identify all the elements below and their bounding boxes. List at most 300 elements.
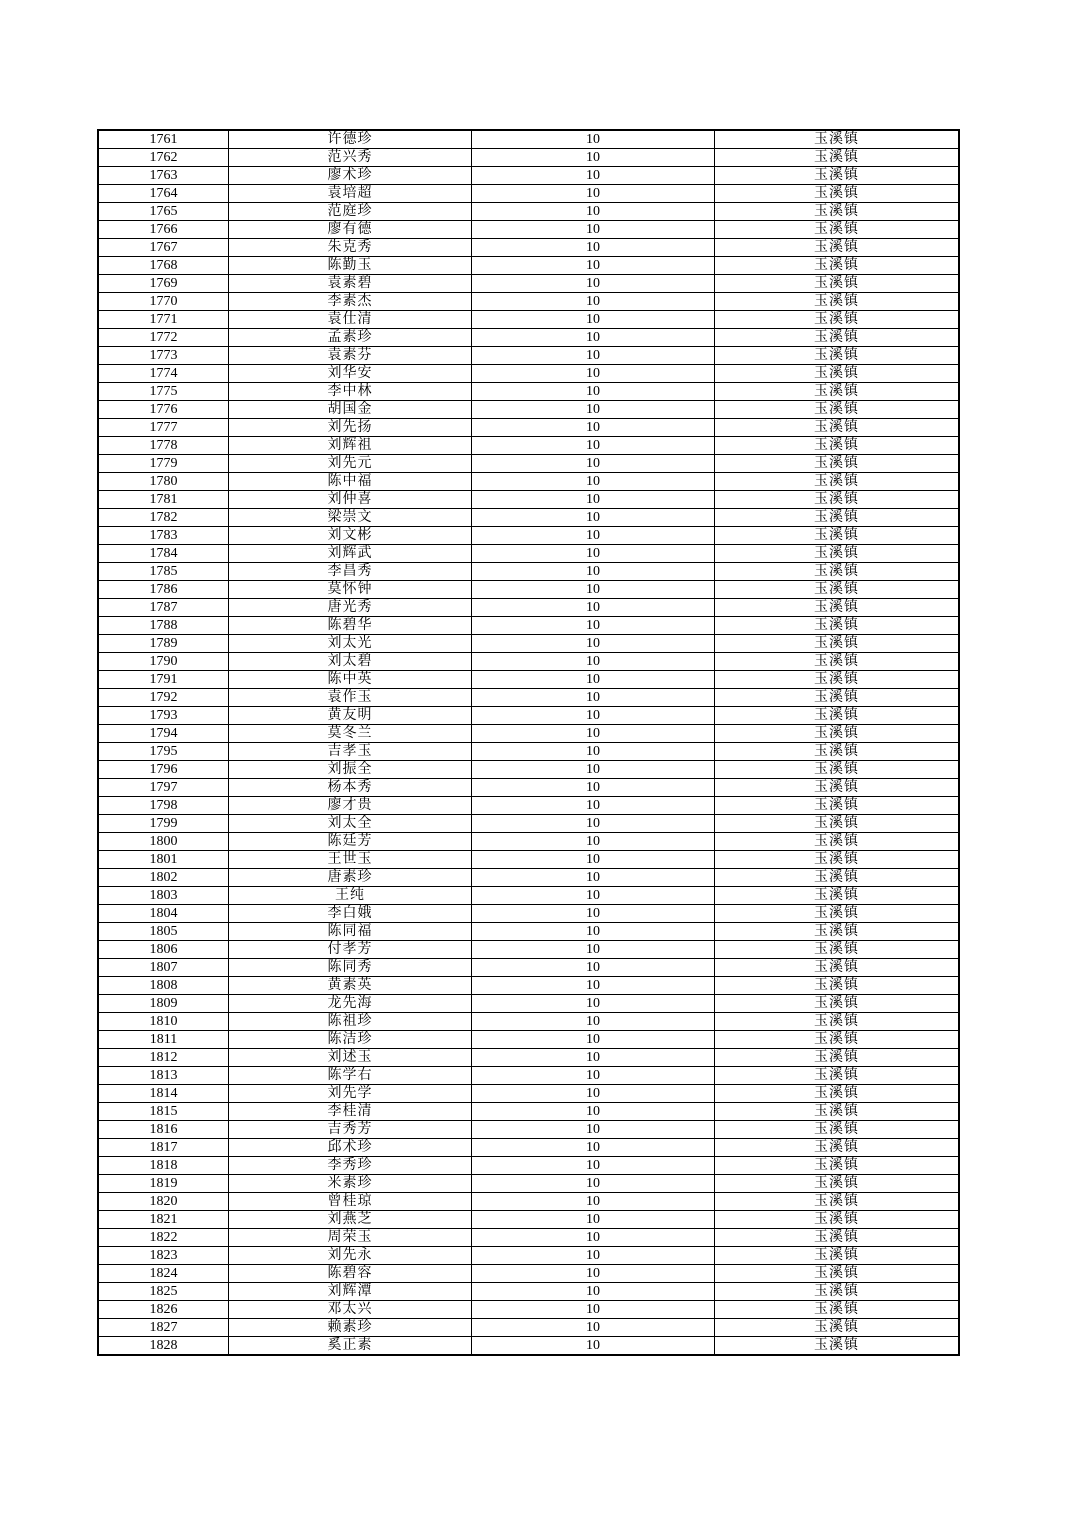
row-number-cell: 1799: [98, 815, 229, 833]
table-row: [98, 923, 959, 941]
amount-cell: 10: [472, 797, 715, 815]
row-number-cell: 1817: [98, 1139, 229, 1157]
town-cell: 玉溪镇: [715, 275, 960, 293]
amount-cell: 10: [472, 905, 715, 923]
row-number-cell: 1826: [98, 1301, 229, 1319]
town-cell: 玉溪镇: [715, 977, 960, 995]
row-number-cell: 1790: [98, 653, 229, 671]
amount-cell: 10: [472, 653, 715, 671]
table-row: [98, 347, 959, 365]
town-cell: 玉溪镇: [715, 1121, 960, 1139]
name-cell: 李中林: [229, 383, 472, 401]
row-number-cell: 1822: [98, 1229, 229, 1247]
row-number-cell: 1779: [98, 455, 229, 473]
row-number-cell: 1783: [98, 527, 229, 545]
row-number-cell: 1795: [98, 743, 229, 761]
name-cell: 付孝芳: [229, 941, 472, 959]
amount-cell: 10: [472, 617, 715, 635]
amount-cell: 10: [472, 329, 715, 347]
name-cell: 吉孝玉: [229, 743, 472, 761]
town-cell: 玉溪镇: [715, 815, 960, 833]
row-number-cell: 1813: [98, 1067, 229, 1085]
amount-cell: 10: [472, 347, 715, 365]
town-cell: 玉溪镇: [715, 1175, 960, 1193]
row-number-cell: 1793: [98, 707, 229, 725]
amount-cell: 10: [472, 1229, 715, 1247]
row-number-cell: 1805: [98, 923, 229, 941]
amount-cell: 10: [472, 959, 715, 977]
table-row: [98, 779, 959, 797]
town-cell: 玉溪镇: [715, 779, 960, 797]
town-cell: 玉溪镇: [715, 905, 960, 923]
table-row: [98, 635, 959, 653]
town-cell: 玉溪镇: [715, 203, 960, 221]
row-number-cell: 1803: [98, 887, 229, 905]
table-row: [98, 130, 959, 149]
name-cell: 许德珍: [229, 130, 472, 149]
name-cell: 袁素碧: [229, 275, 472, 293]
amount-cell: 10: [472, 761, 715, 779]
amount-cell: 10: [472, 221, 715, 239]
table-row: [98, 743, 959, 761]
amount-cell: 10: [472, 167, 715, 185]
name-cell: 陈廷芳: [229, 833, 472, 851]
table-row: [98, 545, 959, 563]
table-row: [98, 1319, 959, 1337]
table-row: [98, 1139, 959, 1157]
name-cell: 袁素芬: [229, 347, 472, 365]
name-cell: 李白娥: [229, 905, 472, 923]
row-number-cell: 1766: [98, 221, 229, 239]
town-cell: 玉溪镇: [715, 1265, 960, 1283]
row-number-cell: 1787: [98, 599, 229, 617]
name-cell: 陈学右: [229, 1067, 472, 1085]
name-cell: 王纯: [229, 887, 472, 905]
table-row: [98, 1337, 959, 1356]
row-number-cell: 1811: [98, 1031, 229, 1049]
name-cell: 刘辉祖: [229, 437, 472, 455]
row-number-cell: 1820: [98, 1193, 229, 1211]
amount-cell: 10: [472, 1265, 715, 1283]
amount-cell: 10: [472, 401, 715, 419]
table-row: [98, 869, 959, 887]
name-cell: 邓太兴: [229, 1301, 472, 1319]
row-number-cell: 1815: [98, 1103, 229, 1121]
name-cell: 廖术珍: [229, 167, 472, 185]
table-row: [98, 977, 959, 995]
table-row: [98, 167, 959, 185]
table-row: [98, 473, 959, 491]
table-row: [98, 1031, 959, 1049]
amount-cell: 10: [472, 293, 715, 311]
table-row: [98, 761, 959, 779]
amount-cell: 10: [472, 419, 715, 437]
name-cell: 袁仕清: [229, 311, 472, 329]
amount-cell: 10: [472, 1319, 715, 1337]
name-cell: 唐素珍: [229, 869, 472, 887]
amount-cell: 10: [472, 851, 715, 869]
amount-cell: 10: [472, 923, 715, 941]
town-cell: 玉溪镇: [715, 365, 960, 383]
row-number-cell: 1789: [98, 635, 229, 653]
town-cell: 玉溪镇: [715, 1031, 960, 1049]
name-cell: 朱克秀: [229, 239, 472, 257]
name-cell: 唐光秀: [229, 599, 472, 617]
town-cell: 玉溪镇: [715, 1085, 960, 1103]
row-number-cell: 1809: [98, 995, 229, 1013]
town-cell: 玉溪镇: [715, 941, 960, 959]
town-cell: 玉溪镇: [715, 239, 960, 257]
amount-cell: 10: [472, 1013, 715, 1031]
table-row: [98, 1013, 959, 1031]
name-cell: 梁崇文: [229, 509, 472, 527]
name-cell: 廖才贵: [229, 797, 472, 815]
amount-cell: 10: [472, 1139, 715, 1157]
row-number-cell: 1823: [98, 1247, 229, 1265]
table-row: [98, 581, 959, 599]
town-cell: 玉溪镇: [715, 401, 960, 419]
row-number-cell: 1761: [98, 130, 229, 149]
name-cell: 李素杰: [229, 293, 472, 311]
row-number-cell: 1827: [98, 1319, 229, 1337]
amount-cell: 10: [472, 1337, 715, 1356]
name-cell: 刘先永: [229, 1247, 472, 1265]
town-cell: 玉溪镇: [715, 257, 960, 275]
amount-cell: 10: [472, 599, 715, 617]
town-cell: 玉溪镇: [715, 1283, 960, 1301]
amount-cell: 10: [472, 455, 715, 473]
amount-cell: 10: [472, 581, 715, 599]
table-row: [98, 707, 959, 725]
table-row: [98, 401, 959, 419]
amount-cell: 10: [472, 689, 715, 707]
table-row: [98, 995, 959, 1013]
row-number-cell: 1763: [98, 167, 229, 185]
amount-cell: 10: [472, 887, 715, 905]
table-row: [98, 1103, 959, 1121]
amount-cell: 10: [472, 815, 715, 833]
name-cell: 陈洁珍: [229, 1031, 472, 1049]
town-cell: 玉溪镇: [715, 545, 960, 563]
town-cell: 玉溪镇: [715, 527, 960, 545]
row-number-cell: 1802: [98, 869, 229, 887]
name-cell: 刘华安: [229, 365, 472, 383]
amount-cell: 10: [472, 149, 715, 167]
row-number-cell: 1808: [98, 977, 229, 995]
town-cell: 玉溪镇: [715, 491, 960, 509]
town-cell: 玉溪镇: [715, 995, 960, 1013]
amount-cell: 10: [472, 311, 715, 329]
town-cell: 玉溪镇: [715, 329, 960, 347]
town-cell: 玉溪镇: [715, 635, 960, 653]
row-number-cell: 1771: [98, 311, 229, 329]
amount-cell: 10: [472, 671, 715, 689]
town-cell: 玉溪镇: [715, 563, 960, 581]
name-cell: 刘先学: [229, 1085, 472, 1103]
table-row: [98, 1193, 959, 1211]
town-cell: 玉溪镇: [715, 1139, 960, 1157]
name-cell: 胡国金: [229, 401, 472, 419]
table-row: [98, 203, 959, 221]
table-row: [98, 1247, 959, 1265]
name-cell: 刘辉潭: [229, 1283, 472, 1301]
amount-cell: 10: [472, 545, 715, 563]
name-cell: 刘振全: [229, 761, 472, 779]
table-row: [98, 239, 959, 257]
table-row: [98, 725, 959, 743]
table-row: [98, 1211, 959, 1229]
row-number-cell: 1788: [98, 617, 229, 635]
row-number-cell: 1800: [98, 833, 229, 851]
table-row: [98, 1301, 959, 1319]
name-cell: 杨本秀: [229, 779, 472, 797]
table-row: [98, 833, 959, 851]
table-row: [98, 509, 959, 527]
table-row: [98, 455, 959, 473]
row-number-cell: 1786: [98, 581, 229, 599]
amount-cell: 10: [472, 437, 715, 455]
name-cell: 陈碧华: [229, 617, 472, 635]
name-cell: 刘燕芝: [229, 1211, 472, 1229]
name-cell: 曾桂琼: [229, 1193, 472, 1211]
town-cell: 玉溪镇: [715, 1157, 960, 1175]
table-body: [98, 130, 959, 1355]
amount-cell: 10: [472, 509, 715, 527]
name-cell: 刘先扬: [229, 419, 472, 437]
table-row: [98, 905, 959, 923]
table-row: [98, 1175, 959, 1193]
amount-cell: 10: [472, 1283, 715, 1301]
amount-cell: 10: [472, 1211, 715, 1229]
town-cell: 玉溪镇: [715, 311, 960, 329]
row-number-cell: 1806: [98, 941, 229, 959]
town-cell: 玉溪镇: [715, 653, 960, 671]
amount-cell: 10: [472, 1031, 715, 1049]
amount-cell: 10: [472, 239, 715, 257]
amount-cell: 10: [472, 203, 715, 221]
table-row: [98, 941, 959, 959]
name-cell: 陈勤玉: [229, 257, 472, 275]
amount-cell: 10: [472, 725, 715, 743]
row-number-cell: 1772: [98, 329, 229, 347]
town-cell: 玉溪镇: [715, 1049, 960, 1067]
name-cell: 陈中英: [229, 671, 472, 689]
town-cell: 玉溪镇: [715, 725, 960, 743]
amount-cell: 10: [472, 779, 715, 797]
town-cell: 玉溪镇: [715, 1013, 960, 1031]
amount-cell: 10: [472, 275, 715, 293]
name-cell: 龙先海: [229, 995, 472, 1013]
name-cell: 袁作玉: [229, 689, 472, 707]
table-row: [98, 1157, 959, 1175]
name-cell: 奚正素: [229, 1337, 472, 1356]
row-number-cell: 1797: [98, 779, 229, 797]
row-number-cell: 1768: [98, 257, 229, 275]
table-row: [98, 491, 959, 509]
table-row: [98, 221, 959, 239]
row-number-cell: 1773: [98, 347, 229, 365]
name-cell: 周荣玉: [229, 1229, 472, 1247]
town-cell: 玉溪镇: [715, 959, 960, 977]
table-row: [98, 815, 959, 833]
town-cell: 玉溪镇: [715, 1103, 960, 1121]
town-cell: 玉溪镇: [715, 689, 960, 707]
town-cell: 玉溪镇: [715, 1319, 960, 1337]
table-row: [98, 365, 959, 383]
town-cell: 玉溪镇: [715, 383, 960, 401]
row-number-cell: 1762: [98, 149, 229, 167]
name-cell: 米素珍: [229, 1175, 472, 1193]
row-number-cell: 1780: [98, 473, 229, 491]
row-number-cell: 1792: [98, 689, 229, 707]
row-number-cell: 1781: [98, 491, 229, 509]
amount-cell: 10: [472, 1103, 715, 1121]
name-cell: 吉秀芳: [229, 1121, 472, 1139]
amount-cell: 10: [472, 473, 715, 491]
amount-cell: 10: [472, 977, 715, 995]
amount-cell: 10: [472, 527, 715, 545]
amount-cell: 10: [472, 1121, 715, 1139]
row-number-cell: 1814: [98, 1085, 229, 1103]
town-cell: 玉溪镇: [715, 347, 960, 365]
row-number-cell: 1765: [98, 203, 229, 221]
amount-cell: 10: [472, 383, 715, 401]
name-cell: 莫怀钟: [229, 581, 472, 599]
row-number-cell: 1782: [98, 509, 229, 527]
town-cell: 玉溪镇: [715, 797, 960, 815]
table-row: [98, 689, 959, 707]
amount-cell: 10: [472, 635, 715, 653]
row-number-cell: 1764: [98, 185, 229, 203]
town-cell: 玉溪镇: [715, 599, 960, 617]
row-number-cell: 1796: [98, 761, 229, 779]
row-number-cell: 1776: [98, 401, 229, 419]
row-number-cell: 1769: [98, 275, 229, 293]
town-cell: 玉溪镇: [715, 671, 960, 689]
row-number-cell: 1828: [98, 1337, 229, 1356]
amount-cell: 10: [472, 1175, 715, 1193]
amount-cell: 10: [472, 491, 715, 509]
name-cell: 袁培超: [229, 185, 472, 203]
row-number-cell: 1794: [98, 725, 229, 743]
town-cell: 玉溪镇: [715, 1229, 960, 1247]
name-cell: 陈同秀: [229, 959, 472, 977]
amount-cell: 10: [472, 869, 715, 887]
amount-cell: 10: [472, 1049, 715, 1067]
row-number-cell: 1801: [98, 851, 229, 869]
town-cell: 玉溪镇: [715, 1211, 960, 1229]
name-cell: 莫冬兰: [229, 725, 472, 743]
town-cell: 玉溪镇: [715, 293, 960, 311]
name-cell: 黄友明: [229, 707, 472, 725]
table-row: [98, 599, 959, 617]
row-number-cell: 1816: [98, 1121, 229, 1139]
town-cell: 玉溪镇: [715, 1067, 960, 1085]
town-cell: 玉溪镇: [715, 869, 960, 887]
name-cell: 李桂清: [229, 1103, 472, 1121]
table-row: [98, 1283, 959, 1301]
table-row: [98, 959, 959, 977]
town-cell: 玉溪镇: [715, 185, 960, 203]
row-number-cell: 1791: [98, 671, 229, 689]
table-row: [98, 671, 959, 689]
name-cell: 李昌秀: [229, 563, 472, 581]
name-cell: 范庭珍: [229, 203, 472, 221]
row-number-cell: 1770: [98, 293, 229, 311]
amount-cell: 10: [472, 1193, 715, 1211]
table-row: [98, 185, 959, 203]
row-number-cell: 1774: [98, 365, 229, 383]
amount-cell: 10: [472, 365, 715, 383]
row-number-cell: 1812: [98, 1049, 229, 1067]
amount-cell: 10: [472, 1157, 715, 1175]
table-row: [98, 419, 959, 437]
row-number-cell: 1775: [98, 383, 229, 401]
row-number-cell: 1819: [98, 1175, 229, 1193]
name-cell: 陈碧容: [229, 1265, 472, 1283]
amount-cell: 10: [472, 707, 715, 725]
town-cell: 玉溪镇: [715, 887, 960, 905]
row-number-cell: 1784: [98, 545, 229, 563]
name-cell: 刘述玉: [229, 1049, 472, 1067]
name-cell: 陈中福: [229, 473, 472, 491]
town-cell: 玉溪镇: [715, 455, 960, 473]
row-number-cell: 1818: [98, 1157, 229, 1175]
table-row: [98, 257, 959, 275]
town-cell: 玉溪镇: [715, 167, 960, 185]
town-cell: 玉溪镇: [715, 1247, 960, 1265]
town-cell: 玉溪镇: [715, 509, 960, 527]
name-cell: 刘太光: [229, 635, 472, 653]
amount-cell: 10: [472, 185, 715, 203]
town-cell: 玉溪镇: [715, 221, 960, 239]
town-cell: 玉溪镇: [715, 743, 960, 761]
name-cell: 赖素珍: [229, 1319, 472, 1337]
name-cell: 刘仲喜: [229, 491, 472, 509]
table-row: [98, 1049, 959, 1067]
name-cell: 刘太全: [229, 815, 472, 833]
table-row: [98, 275, 959, 293]
town-cell: 玉溪镇: [715, 707, 960, 725]
row-number-cell: 1777: [98, 419, 229, 437]
amount-cell: 10: [472, 1247, 715, 1265]
amount-cell: 10: [472, 257, 715, 275]
name-cell: 孟素珍: [229, 329, 472, 347]
table-row: [98, 887, 959, 905]
town-cell: 玉溪镇: [715, 437, 960, 455]
town-cell: 玉溪镇: [715, 1193, 960, 1211]
town-cell: 玉溪镇: [715, 1337, 960, 1356]
data-table: [97, 129, 960, 1356]
table-row: [98, 1121, 959, 1139]
name-cell: 陈祖珍: [229, 1013, 472, 1031]
town-cell: 玉溪镇: [715, 761, 960, 779]
table-row: [98, 797, 959, 815]
row-number-cell: 1807: [98, 959, 229, 977]
town-cell: 玉溪镇: [715, 419, 960, 437]
table-row: [98, 1067, 959, 1085]
table-row: [98, 383, 959, 401]
town-cell: 玉溪镇: [715, 1301, 960, 1319]
row-number-cell: 1825: [98, 1283, 229, 1301]
table-row: [98, 851, 959, 869]
name-cell: 陈同福: [229, 923, 472, 941]
name-cell: 刘先元: [229, 455, 472, 473]
table-row: [98, 527, 959, 545]
amount-cell: 10: [472, 1085, 715, 1103]
name-cell: 廖有德: [229, 221, 472, 239]
row-number-cell: 1804: [98, 905, 229, 923]
